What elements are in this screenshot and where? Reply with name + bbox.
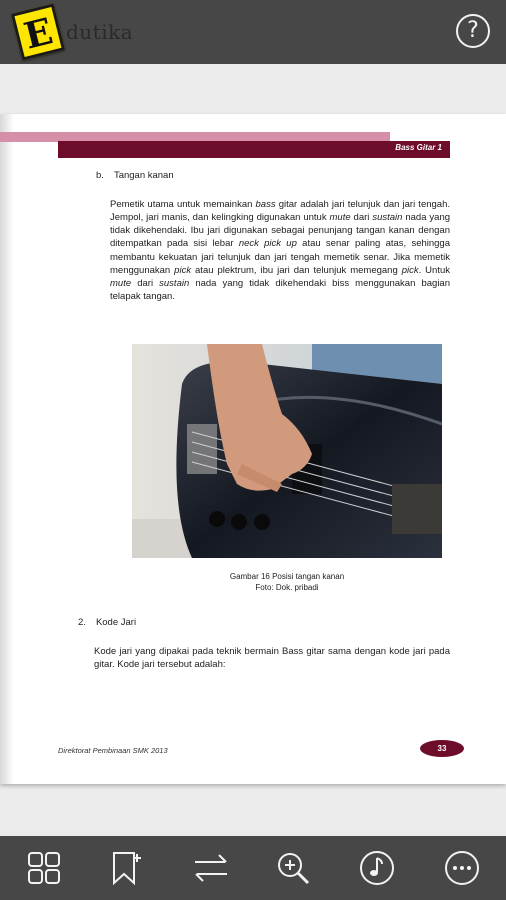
add-bookmark-button[interactable] <box>108 850 144 886</box>
audio-button[interactable] <box>359 850 395 886</box>
section-2-title: Kode Jari <box>95 617 137 628</box>
section-2 <box>78 616 450 671</box>
section-b-title: Tangan kanan <box>113 170 174 181</box>
grid-view-button[interactable] <box>26 850 62 886</box>
section-b-marker: b. <box>96 170 104 181</box>
document-viewer[interactable] <box>0 64 506 836</box>
bottom-toolbar <box>0 836 506 900</box>
help-icon: ? <box>467 18 479 43</box>
help-button[interactable] <box>456 14 490 48</box>
figure-caption-title: Gambar 16 Posisi tangan kanan <box>229 572 345 581</box>
page-edge-shadow <box>0 114 14 784</box>
bookmark-add-icon <box>108 850 144 886</box>
section-2-paragraph: Kode jari yang dipakai pada teknik bermain Bass gitar sama dengan kode jari pada gitar. Kode jari tersebut adalah: <box>94 646 450 671</box>
section-2-marker: 2. <box>78 617 86 628</box>
page-header-label: Bass Gitar 1 <box>395 143 442 152</box>
section-b <box>78 169 450 303</box>
more-options-button[interactable] <box>444 850 480 886</box>
zoom-in-icon <box>275 850 311 886</box>
music-note-icon <box>359 850 395 886</box>
logo-letter: E <box>20 10 57 58</box>
page-footer-text: Direktorat Pembinaan SMK 2013 <box>58 746 168 755</box>
more-icon <box>444 850 480 886</box>
top-app-bar <box>0 0 506 64</box>
photo-illustration <box>132 344 442 558</box>
app-name: dutika <box>66 20 134 44</box>
grid-icon <box>26 850 62 886</box>
book-page <box>0 114 506 784</box>
figure-caption-credit: Foto: Dok. pribadi <box>255 583 319 593</box>
header-maroon-band <box>58 141 450 158</box>
app-logo[interactable] <box>11 3 65 60</box>
figure-caption <box>132 571 442 593</box>
zoom-in-button[interactable] <box>275 850 311 886</box>
bass-guitar-photo <box>132 344 442 558</box>
swap-pages-button[interactable] <box>193 850 229 886</box>
swap-icon <box>193 850 229 886</box>
page-number-badge: 33 <box>420 740 464 757</box>
section-b-paragraph: Pemetik utama untuk memainkan bass gitar adalah jari telunjuk dan jari tengah. Jempol, jari manis, dan kelingking digunakan untuk mute dari sustain nada yang tidak dikehendaki. Ibu jari digunakan sebagai penunjang tangan kanan dengan ditempatkan pada sisi lebar neck pick up atau senar paling atas, sehingga membantu kekuatan jari telunjuk dan jari tengah memetik senar. Jika memetik menggunakan pick atau plektrum, ibu jari dan telunjuk memegang pick. Untuk mute dari sustain nada yang tidak dikehendaki biss menggunakan bagian telapak tangan. <box>110 199 451 302</box>
